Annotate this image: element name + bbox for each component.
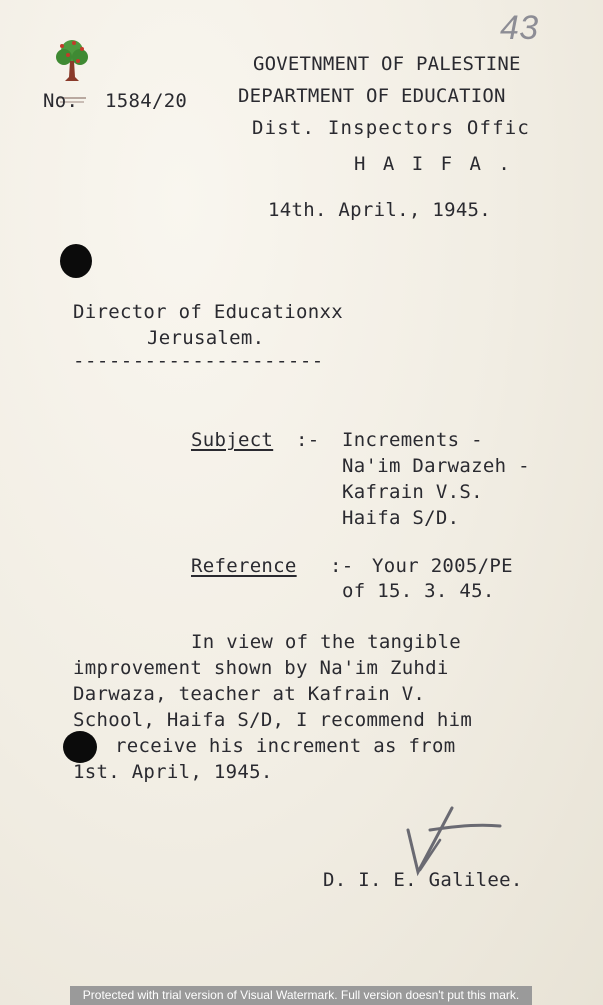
body-line-4: School, Haifa S/D, I recommend him [73, 709, 473, 731]
reference-label: Reference [191, 555, 297, 577]
watermark-banner: Protected with trial version of Visual Watermark. Full version doesn't put this mark. [70, 986, 532, 1005]
subject-line-1: Increments - [342, 429, 483, 451]
reference-line-2: of 15. 3. 45. [342, 580, 495, 602]
recipient-city: Jerusalem. [147, 327, 265, 349]
letterhead-line-2: DEPARTMENT OF EDUCATION [238, 85, 506, 107]
page-number: 43 [500, 9, 539, 47]
body-line-3: Darwaza, teacher at Kafrain V. [73, 683, 426, 705]
recipient-title: Director of Educationxx [73, 301, 343, 323]
ref-label: No. [43, 90, 79, 112]
letterhead-line-1: GOVETNMENT OF PALESTINE [253, 53, 521, 75]
punch-hole-top [60, 244, 92, 278]
body-line-5: receive his increment as from [115, 735, 456, 757]
letterhead-city: H A I F A . [354, 153, 513, 175]
subject-line-2: Na'im Darwazeh - [342, 455, 530, 477]
body-line-6: 1st. April, 1945. [73, 761, 273, 783]
body-line-2: improvement shown by Na'im Zuhdi [73, 657, 449, 679]
reference-separator: :- [330, 555, 354, 577]
signature-text: D. I. E. Galilee. [323, 869, 523, 891]
letterhead-line-3: Dist. Inspectors Offic [252, 117, 531, 139]
punch-hole-bottom [63, 731, 97, 763]
subject-line-3: Kafrain V.S. [342, 481, 483, 503]
reference-line-1: Your 2005/PE [372, 555, 513, 577]
recipient-rule: --------------------- [73, 350, 324, 372]
body-line-1: In view of the tangible [191, 631, 461, 653]
subject-label: Subject [191, 429, 274, 451]
subject-separator: :- [296, 429, 320, 451]
subject-line-4: Haifa S/D. [342, 507, 460, 529]
letter-date: 14th. April., 1945. [268, 199, 492, 221]
ref-number: 1584/20 [105, 90, 188, 112]
